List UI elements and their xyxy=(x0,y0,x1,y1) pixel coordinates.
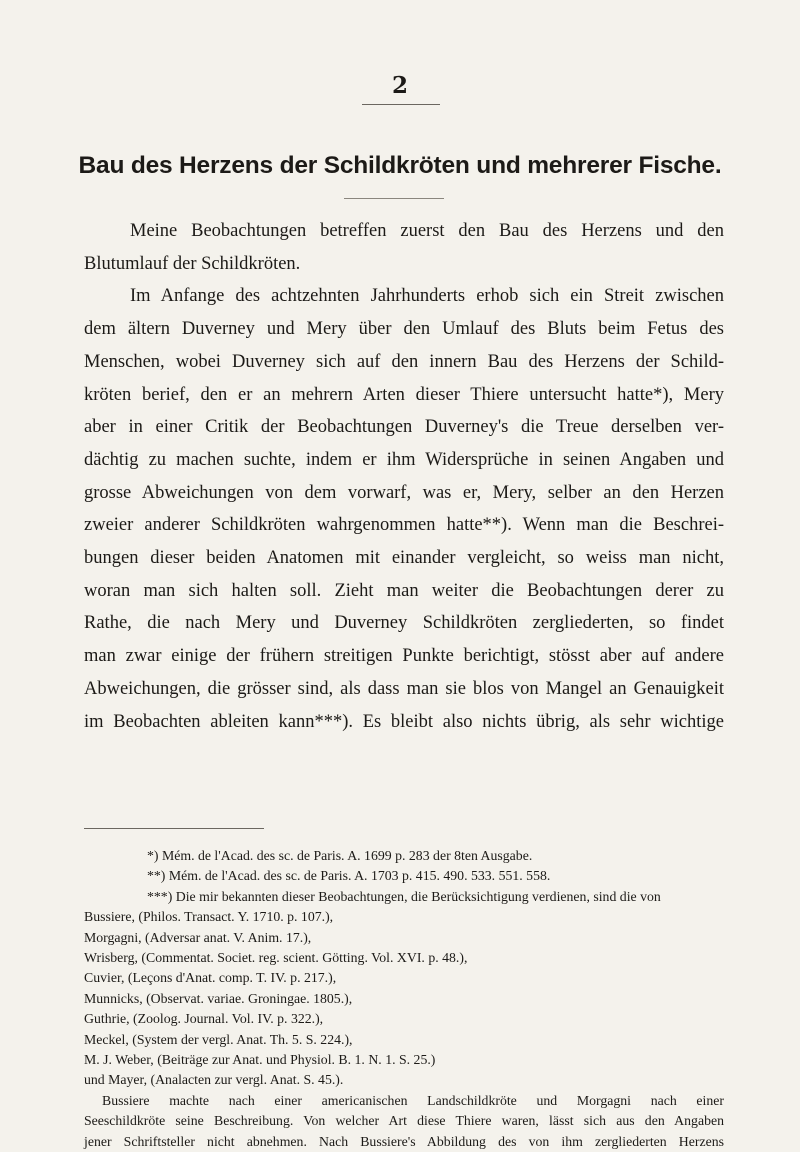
footnote: *) Mém. de l'Acad. des sc. de Paris. A. 1699 p. 283 der 8ten Ausgabe. xyxy=(147,848,533,863)
text-line: Menschen, wobei Duverney sich auf den innern Bau des Herzens der Schild- xyxy=(84,351,724,372)
intro-paragraph xyxy=(84,215,724,280)
footnote-text: Bussiere machte nach einer americanischen Landschildkröte und Morgagni nach einer xyxy=(102,1092,724,1108)
text-line: im Beobachten ableiten kann***). Es bleibt also nichts übrig, als sehr wichtige xyxy=(84,711,724,732)
footnote-text: Seeschildkröte seine Beschreibung. Von welcher Art diese Thiere waren, lässt sich aus den Angaben xyxy=(84,1113,724,1129)
page-number-divider xyxy=(362,104,440,105)
footnote-reference: und Mayer, (Analacten zur vergl. Anat. S. 45.). xyxy=(84,1072,344,1088)
footnote-reference: Wrisberg, (Commentat. Societ. reg. scient. Götting. Vol. XVI. p. 48.), xyxy=(84,950,468,966)
footnote-divider xyxy=(84,828,264,829)
text-line: zweier anderer Schildkröten wahrgenommen hatte**). Wenn man die Beschrei- xyxy=(84,515,724,536)
text-line: woran man sich halten soll. Zieht man weiter die Beobachtungen derer zu xyxy=(84,580,724,601)
footnote-reference: Bussiere, (Philos. Transact. Y. 1710. p. 107.), xyxy=(84,909,334,925)
text-line: man zwar einige der frühern streitigen Punkte berichtigt, stösst aber auf andere xyxy=(84,646,724,667)
text-line: dächtig zu machen suchte, indem er ihm Widersprüche in seinen Angaben und xyxy=(84,449,724,470)
footnotes xyxy=(84,846,724,1152)
text-line: bungen dieser beiden Anatomen mit einander vergleicht, so weiss man nicht, xyxy=(84,548,724,569)
text-line: Im Anfange des achtzehnten Jahrhunderts erhob sich ein Streit zwischen xyxy=(130,286,724,307)
footnote-reference: Morgagni, (Adversar anat. V. Anim. 17.), xyxy=(84,929,312,945)
footnote-text: jener Schriftsteller nicht abnehmen. Nach Bussiere's Abbildung des von ihm zergliederten Herzens xyxy=(84,1133,724,1149)
text-line: kröten berief, den er an mehrern Arten dieser Thiere untersucht hatte*), Mery xyxy=(84,384,724,405)
text-line: Rathe, die nach Mery und Duverney Schildkröten zergliederten, so findet xyxy=(84,613,724,634)
page-title: Bau des Herzens der Schildkröten und mehrerer Fische. xyxy=(78,152,722,179)
footnote: ***) Die mir bekannten dieser Beobachtungen, die Berücksichtigung verdienen, sind die von xyxy=(147,888,661,904)
text-line: Blutumlauf der Schildkröten. xyxy=(84,253,301,274)
text-line: dem ältern Duverney und Mery über den Umlauf des Bluts beim Fetus des xyxy=(84,319,724,340)
text-line: grosse Abweichungen von dem vorwarf, was er, Mery, selber an den Herzen xyxy=(84,482,724,503)
title-divider xyxy=(344,198,444,199)
footnote-reference: M. J. Weber, (Beiträge zur Anat. und Physiol. B. 1. N. 1. S. 25.) xyxy=(84,1052,436,1068)
text-line: Meine Beobachtungen betreffen zuerst den Bau des Herzens und den xyxy=(130,221,724,241)
footnote-reference: Meckel, (System der vergl. Anat. Th. 5. S. 224.), xyxy=(84,1031,353,1047)
page-number: 2 xyxy=(391,72,408,99)
main-text xyxy=(84,215,724,738)
footnote-reference: Cuvier, (Leçons d'Anat. comp. T. IV. p. 217.), xyxy=(84,970,337,986)
text-line: Abweichungen, die grösser sind, als dass man sie blos von Mangel an Genauigkeit xyxy=(84,678,724,699)
footnote: **) Mém. de l'Acad. des sc. de Paris. A. 1703 p. 415. 490. 533. 551. 558. xyxy=(147,868,551,884)
text-line: aber in einer Critik der Beobachtungen Duverney's die Treue derselben ver- xyxy=(84,417,724,438)
body-paragraph xyxy=(84,280,724,738)
footnote-reference: Munnicks, (Observat. variae. Groningae. 1805.), xyxy=(84,990,353,1006)
footnote-reference: Guthrie, (Zoolog. Journal. Vol. IV. p. 322.), xyxy=(84,1011,324,1027)
